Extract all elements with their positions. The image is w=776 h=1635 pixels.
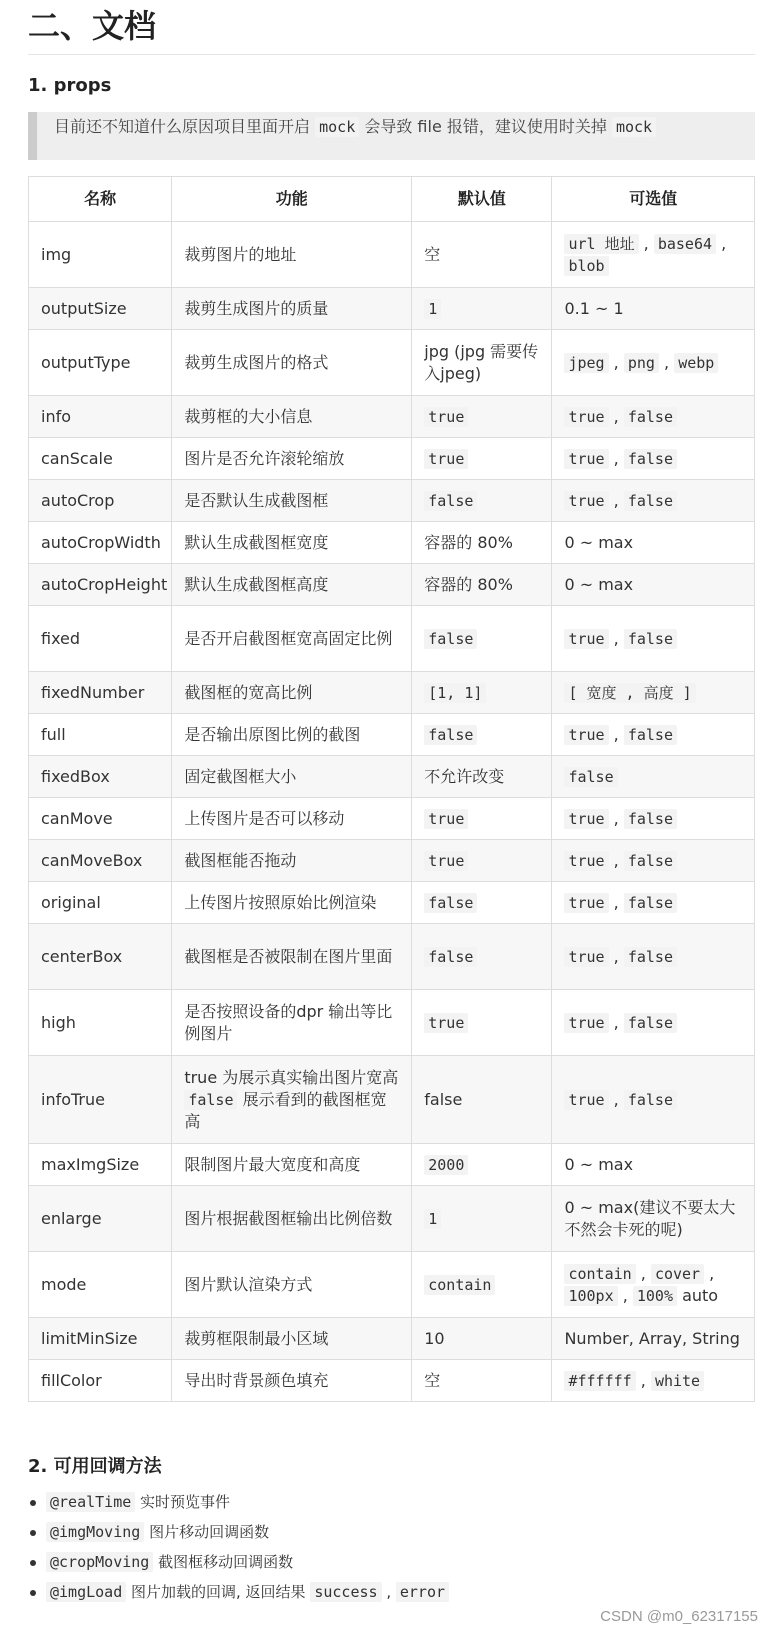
prop-options-cell (552, 1056, 755, 1144)
table-row (29, 756, 755, 798)
cell-text: 容器的 80% (424, 532, 513, 552)
callbacks-heading: 2. 可用回调方法 (28, 1456, 162, 1477)
inline-code: cover (651, 1264, 704, 1284)
cell-text: 0 ~ max (564, 532, 634, 552)
cell-text: 0 ~ max (564, 574, 634, 594)
prop-default-cell (412, 672, 552, 714)
inline-code: 1 (424, 299, 441, 319)
document-page (28, 0, 755, 1601)
table-row (29, 480, 755, 522)
inline-code: [ 宽度 , 高度 ] (564, 683, 695, 703)
prop-name-cell: limitMinSize (29, 1318, 172, 1360)
callback-code: @imgLoad (46, 1582, 126, 1602)
cell-text: , (608, 946, 624, 966)
cell-text: , (716, 233, 727, 253)
prop-desc-cell (172, 1056, 412, 1144)
inline-code: false (564, 767, 617, 787)
cell-text: , (608, 1012, 624, 1032)
prop-name-cell: img (29, 222, 172, 288)
table-row (29, 798, 755, 840)
cell-text: , (617, 1285, 633, 1305)
note-code-2: mock (612, 117, 656, 137)
inline-code: false (424, 629, 477, 649)
callback-code: @cropMoving (46, 1552, 153, 1572)
prop-default-cell (412, 882, 552, 924)
prop-desc-cell: 裁剪图片的地址 (172, 222, 412, 288)
prop-options-cell (552, 1144, 755, 1186)
inline-code: true (564, 491, 608, 511)
table-row (29, 1186, 755, 1252)
prop-options-cell (552, 222, 755, 288)
prop-default-cell (412, 714, 552, 756)
prop-desc-cell: 是否输出原图比例的截图 (172, 714, 412, 756)
prop-name-cell: enlarge (29, 1186, 172, 1252)
cell-text: , (608, 490, 624, 510)
prop-name-cell: full (29, 714, 172, 756)
prop-options-cell (552, 924, 755, 990)
cell-text: auto (677, 1285, 719, 1305)
prop-default-cell (412, 606, 552, 672)
inline-code: false (624, 725, 677, 745)
inline-code: true (424, 851, 468, 871)
prop-name-cell: canScale (29, 438, 172, 480)
inline-code: false (624, 809, 677, 829)
inline-code: true (564, 809, 608, 829)
prop-name-cell: fixed (29, 606, 172, 672)
prop-options-cell (552, 990, 755, 1056)
inline-code: #ffffff (564, 1371, 635, 1391)
cell-text: 0 ~ max(建议不要太大不然会卡死的呢) (564, 1197, 736, 1239)
inline-code: false (624, 893, 677, 913)
inline-code: true (564, 851, 608, 871)
prop-default-cell (412, 396, 552, 438)
callback-desc: 图片加载的回调, 返回结果 (126, 1583, 311, 1601)
prop-name-cell: info (29, 396, 172, 438)
prop-desc-cell: 默认生成截图框宽度 (172, 522, 412, 564)
prop-desc-cell: 裁剪生成图片的格式 (172, 330, 412, 396)
prop-desc-cell: 裁剪框的大小信息 (172, 396, 412, 438)
prop-options-cell (552, 480, 755, 522)
prop-default-cell (412, 756, 552, 798)
callback-desc: 图片移动回调函数 (144, 1523, 270, 1541)
prop-options-cell (552, 564, 755, 606)
prop-name-cell: fillColor (29, 1360, 172, 1402)
cell-text: , (608, 628, 624, 648)
cell-text: Number, Array, String (564, 1328, 740, 1348)
prop-default-cell (412, 564, 552, 606)
prop-name-cell: outputSize (29, 288, 172, 330)
table-row (29, 396, 755, 438)
inline-code: 2000 (424, 1155, 468, 1175)
cell-text: 空 (424, 1370, 441, 1390)
prop-default-cell (412, 990, 552, 1056)
cell-text: , (608, 808, 624, 828)
header-function: 功能 (172, 177, 412, 222)
prop-options-cell (552, 288, 755, 330)
table-row (29, 1056, 755, 1144)
inline-code: false (424, 725, 477, 745)
prop-options-cell (552, 330, 755, 396)
prop-name-cell: high (29, 990, 172, 1056)
prop-options-cell (552, 606, 755, 672)
table-row (29, 1318, 755, 1360)
cell-text: true 为展示真实输出图片宽高 (184, 1067, 399, 1087)
callback-result-code: error (396, 1582, 449, 1602)
cell-text: 不允许改变 (424, 766, 505, 786)
inline-code: false (184, 1090, 237, 1110)
cell-text: , (658, 352, 675, 372)
prop-default-cell (412, 330, 552, 396)
inline-code: false (424, 893, 477, 913)
cell-text: 展示看到的截图框宽高 (184, 1089, 387, 1131)
header-name: 名称 (29, 177, 172, 222)
inline-code: base64 (654, 234, 716, 254)
inline-code: blob (564, 256, 608, 276)
inline-code: false (624, 449, 677, 469)
inline-code: [1, 1] (424, 683, 486, 703)
prop-default-cell (412, 222, 552, 288)
prop-options-cell (552, 522, 755, 564)
props-table (28, 176, 755, 1402)
callback-code: @realTime (46, 1492, 135, 1512)
table-row (29, 1360, 755, 1402)
prop-name-cell: canMove (29, 798, 172, 840)
prop-default-cell (412, 798, 552, 840)
props-heading: 1. props (28, 75, 112, 96)
prop-options-cell (552, 840, 755, 882)
cell-text: , (704, 1263, 715, 1283)
prop-desc-cell: 是否开启截图框宽高固定比例 (172, 606, 412, 672)
table-row (29, 330, 755, 396)
prop-name-cell: outputType (29, 330, 172, 396)
prop-name-cell: original (29, 882, 172, 924)
prop-options-cell (552, 396, 755, 438)
inline-code: false (424, 947, 477, 967)
inline-code: false (624, 629, 677, 649)
cell-text: 0 ~ max (564, 1154, 634, 1174)
inline-code: png (624, 353, 659, 373)
callbacks-list (28, 1488, 449, 1608)
table-row (29, 522, 755, 564)
header-default: 默认值 (412, 177, 552, 222)
prop-default-cell (412, 1056, 552, 1144)
prop-options-cell (552, 1360, 755, 1402)
prop-options-cell (552, 1318, 755, 1360)
inline-code: true (564, 407, 608, 427)
cell-text: 容器的 80% (424, 574, 513, 594)
table-row (29, 222, 755, 288)
prop-options-cell (552, 438, 755, 480)
list-item (46, 1578, 449, 1608)
inline-code: false (424, 491, 477, 511)
prop-default-cell (412, 1318, 552, 1360)
prop-options-cell (552, 714, 755, 756)
prop-default-cell (412, 480, 552, 522)
table-row (29, 1144, 755, 1186)
prop-name-cell: fixedNumber (29, 672, 172, 714)
prop-desc-cell: 裁剪框限制最小区域 (172, 1318, 412, 1360)
prop-desc-cell: 图片默认渲染方式 (172, 1252, 412, 1318)
callback-code: @imgMoving (46, 1522, 144, 1542)
inline-code: 100% (633, 1286, 677, 1306)
prop-name-cell: infoTrue (29, 1056, 172, 1144)
list-item (46, 1518, 449, 1548)
prop-desc-cell: 默认生成截图框高度 (172, 564, 412, 606)
inline-code: contain (564, 1264, 635, 1284)
inline-code: 100px (564, 1286, 617, 1306)
prop-desc-cell: 裁剪生成图片的质量 (172, 288, 412, 330)
inline-code: white (651, 1371, 704, 1391)
prop-options-cell (552, 1186, 755, 1252)
prop-desc-cell: 是否默认生成截图框 (172, 480, 412, 522)
inline-code: true (564, 1090, 608, 1110)
cell-text: , (635, 1263, 651, 1283)
callback-desc: 实时预览事件 (135, 1493, 231, 1511)
prop-default-cell (412, 438, 552, 480)
table-row (29, 714, 755, 756)
note-text-1: 目前还不知道什么原因项目里面开启 (54, 117, 311, 136)
inline-code: false (624, 947, 677, 967)
table-row (29, 882, 755, 924)
inline-code: true (424, 809, 468, 829)
callback-desc: 截图框移动回调函数 (153, 1553, 294, 1571)
prop-desc-cell: 是否按照设备的dpr 输出等比例图片 (172, 990, 412, 1056)
table-body (29, 222, 755, 1402)
inline-code: false (624, 851, 677, 871)
note-text-2: 会导致 file 报错，建议使用时关掉 (364, 117, 607, 136)
cell-text: , (608, 1089, 624, 1109)
inline-code: jpeg (564, 353, 608, 373)
inline-code: true (564, 947, 608, 967)
prop-desc-cell: 限制图片最大宽度和高度 (172, 1144, 412, 1186)
cell-text: 10 (424, 1328, 445, 1348)
cell-text: , (608, 406, 624, 426)
cell-text: jpg (jpg 需要传入jpeg) (424, 341, 539, 383)
table-row (29, 672, 755, 714)
prop-default-cell (412, 1360, 552, 1402)
cell-text: 0.1 ~ 1 (564, 298, 624, 318)
cell-text: , (635, 1370, 651, 1390)
cell-text: 空 (424, 244, 441, 264)
cell-text: , (608, 892, 624, 912)
prop-default-cell (412, 924, 552, 990)
list-item (46, 1548, 449, 1578)
watermark: CSDN @m0_62317155 (600, 1608, 758, 1625)
prop-name-cell: canMoveBox (29, 840, 172, 882)
table-row (29, 990, 755, 1056)
inline-code: false (624, 1013, 677, 1033)
inline-code: contain (424, 1275, 495, 1295)
prop-options-cell (552, 756, 755, 798)
table-header-row (29, 177, 755, 222)
inline-code: true (424, 407, 468, 427)
inline-code: true (564, 629, 608, 649)
prop-desc-cell: 上传图片是否可以移动 (172, 798, 412, 840)
inline-code: true (564, 1013, 608, 1033)
prop-desc-cell: 截图框是否被限制在图片里面 (172, 924, 412, 990)
cell-text: , (608, 850, 624, 870)
prop-name-cell: fixedBox (29, 756, 172, 798)
prop-desc-cell: 截图框能否拖动 (172, 840, 412, 882)
inline-code: url 地址 (564, 234, 638, 254)
table-row (29, 438, 755, 480)
inline-code: webp (674, 353, 718, 373)
inline-code: false (624, 1090, 677, 1110)
inline-code: 1 (424, 1209, 441, 1229)
table-row (29, 924, 755, 990)
inline-code: true (564, 725, 608, 745)
prop-default-cell (412, 522, 552, 564)
prop-desc-cell: 截图框的宽高比例 (172, 672, 412, 714)
prop-default-cell (412, 288, 552, 330)
inline-code: false (624, 491, 677, 511)
inline-code: false (624, 407, 677, 427)
prop-default-cell (412, 1252, 552, 1318)
note-code-1: mock (315, 117, 359, 137)
cell-text: , (608, 724, 624, 744)
table-row (29, 288, 755, 330)
prop-options-cell (552, 882, 755, 924)
prop-default-cell (412, 1144, 552, 1186)
cell-text: false (424, 1089, 463, 1109)
prop-default-cell (412, 1186, 552, 1252)
prop-desc-cell: 图片根据截图框输出比例倍数 (172, 1186, 412, 1252)
table-row (29, 1252, 755, 1318)
note-blockquote (28, 112, 755, 160)
prop-desc-cell: 上传图片按照原始比例渲染 (172, 882, 412, 924)
prop-options-cell (552, 672, 755, 714)
prop-name-cell: autoCrop (29, 480, 172, 522)
prop-default-cell (412, 840, 552, 882)
cell-text: , (608, 448, 624, 468)
prop-desc-cell: 导出时背景颜色填充 (172, 1360, 412, 1402)
header-options: 可选值 (552, 177, 755, 222)
table-row (29, 564, 755, 606)
inline-code: true (564, 449, 608, 469)
prop-name-cell: maxImgSize (29, 1144, 172, 1186)
callback-result-code: success (310, 1582, 381, 1602)
section-heading: 二、文档 (28, 0, 755, 55)
prop-desc-cell: 图片是否允许滚轮缩放 (172, 438, 412, 480)
table-row (29, 606, 755, 672)
inline-code: true (424, 1013, 468, 1033)
prop-name-cell: autoCropHeight (29, 564, 172, 606)
inline-code: true (564, 893, 608, 913)
prop-options-cell (552, 1252, 755, 1318)
prop-desc-cell: 固定截图框大小 (172, 756, 412, 798)
cell-text: , (608, 352, 624, 372)
list-item (46, 1488, 449, 1518)
prop-name-cell: centerBox (29, 924, 172, 990)
inline-code: true (424, 449, 468, 469)
prop-name-cell: mode (29, 1252, 172, 1318)
prop-options-cell (552, 798, 755, 840)
cell-text: , (638, 233, 654, 253)
table-row (29, 840, 755, 882)
prop-name-cell: autoCropWidth (29, 522, 172, 564)
callback-separator: , (381, 1583, 396, 1601)
